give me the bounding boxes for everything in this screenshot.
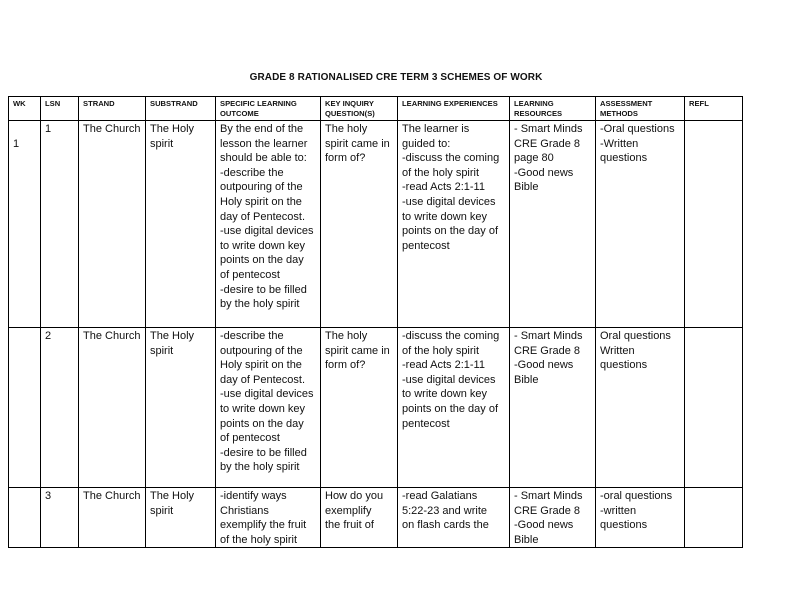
cell-lsn: 1 [41, 121, 79, 328]
cell-experiences: -read Galatians 5:22-23 and write on flash cards the [398, 488, 510, 548]
cell-question: The holy spirit came in form of? [321, 121, 398, 328]
cell-experiences: The learner is guided to: -discuss the coming of the holy spirit -read Acts 2:1-11 -use digital devices to write down key points on the day of pentecost [398, 121, 510, 328]
cell-assessment: -oral questions -written questions [596, 488, 685, 548]
header-question: KEY INQUIRY QUESTION(S) [321, 97, 398, 121]
cell-lsn: 3 [41, 488, 79, 548]
table-row [9, 328, 743, 488]
cell-refl [685, 328, 743, 488]
cell-wk [9, 488, 41, 548]
schemes-of-work-table [8, 96, 743, 548]
table-row [9, 488, 743, 548]
cell-outcome: -identify ways Christians exemplify the fruit of the holy spirit [216, 488, 321, 548]
header-resources: LEARNING RESOURCES [510, 97, 596, 121]
cell-question: The holy spirit came in form of? [321, 328, 398, 488]
cell-wk [9, 328, 41, 488]
cell-substrand: The Holy spirit [146, 328, 216, 488]
cell-outcome: -describe the outpouring of the Holy spirit on the day of Pentecost. -use digital devices to write down key points on the day of pentecost -desire to be filled by the holy spirit [216, 328, 321, 488]
header-wk: WK [9, 97, 41, 121]
cell-strand: The Church [79, 328, 146, 488]
cell-question: How do you exemplify the fruit of [321, 488, 398, 548]
cell-outcome: By the end of the lesson the learner should be able to: -describe the outpouring of the Holy spirit on the day of Pentecost. -use digital devices to write down key points on the day of pentecost -desire to be filled by the holy spirit [216, 121, 321, 328]
cell-assessment: Oral questions Written questions [596, 328, 685, 488]
header-row [9, 97, 743, 121]
document-title: GRADE 8 RATIONALISED CRE TERM 3 SCHEMES OF WORK [249, 72, 543, 83]
header-strand: STRAND [79, 97, 146, 121]
header-outcome: SPECIFIC LEARNING OUTCOME [216, 97, 321, 121]
cell-strand: The Church [79, 488, 146, 548]
cell-wk: 1 [9, 121, 41, 328]
header-refl: REFL [685, 97, 743, 121]
cell-assessment: -Oral questions -Written questions [596, 121, 685, 328]
cell-lsn: 2 [41, 328, 79, 488]
header-lsn: LSN [41, 97, 79, 121]
cell-substrand: The Holy spirit [146, 121, 216, 328]
cell-substrand: The Holy spirit [146, 488, 216, 548]
header-substrand: SUBSTRAND [146, 97, 216, 121]
cell-resources: - Smart Minds CRE Grade 8 -Good news Bible [510, 488, 596, 548]
cell-refl [685, 121, 743, 328]
cell-experiences: -discuss the coming of the holy spirit -read Acts 2:1-11 -use digital devices to write down key points on the day of pentecost [398, 328, 510, 488]
cell-resources: - Smart Minds CRE Grade 8 page 80 -Good news Bible [510, 121, 596, 328]
header-assessment: ASSESSMENT METHODS [596, 97, 685, 121]
cell-strand: The Church [79, 121, 146, 328]
header-experiences: LEARNING EXPERIENCES [398, 97, 510, 121]
table-row [9, 121, 743, 328]
cell-resources: - Smart Minds CRE Grade 8 -Good news Bible [510, 328, 596, 488]
cell-refl [685, 488, 743, 548]
